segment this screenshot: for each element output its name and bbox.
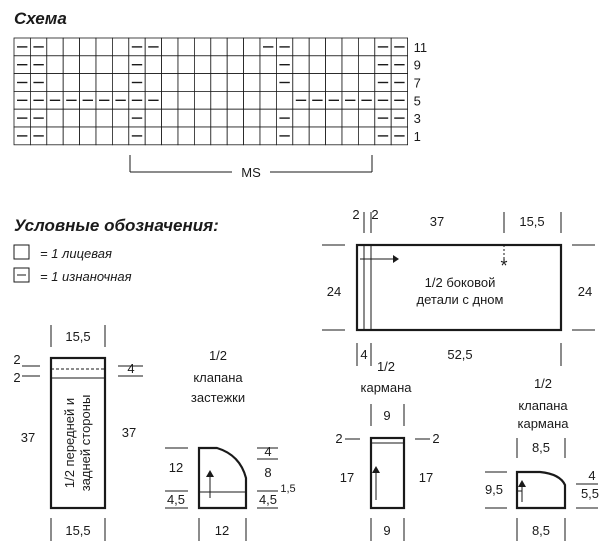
chart-cell <box>194 56 210 74</box>
clasp-dim-right-d: 4,5 <box>258 492 278 507</box>
chart-cell <box>162 38 178 56</box>
chart-cell <box>358 38 374 56</box>
chart-cell <box>145 56 161 74</box>
knitting-chart <box>14 38 408 145</box>
chart-cell <box>63 56 79 74</box>
pocket-dim-right-a: 2 <box>432 431 440 446</box>
chart-cell <box>227 74 243 92</box>
chart-cell <box>244 91 260 109</box>
front-dim-left-height: 37 <box>20 430 36 445</box>
chart-cell <box>178 56 194 74</box>
chart-cell <box>244 74 260 92</box>
chart-cell <box>178 109 194 127</box>
chart-cell <box>112 56 128 74</box>
pocket-flap-dim-top: 8,5 <box>531 440 551 455</box>
side-dim-top-mid: 37 <box>429 214 445 229</box>
side-dim-top-right: 15,5 <box>519 214 545 229</box>
chart-cell <box>342 38 358 56</box>
chart-cell <box>244 109 260 127</box>
front-back-panel <box>13 325 143 541</box>
pocket-title-1: 1/2 <box>376 359 396 374</box>
legend-purl: = 1 изнаночная <box>40 269 132 284</box>
row-number: 5 <box>413 93 421 109</box>
pocket-title-2: кармана <box>360 380 412 395</box>
chart-cell <box>194 127 210 145</box>
chart-cell <box>309 109 325 127</box>
chart-cell <box>194 91 210 109</box>
chart-cell <box>244 56 260 74</box>
chart-cell <box>162 127 178 145</box>
chart-cell <box>211 74 227 92</box>
chart-cell <box>342 74 358 92</box>
chart-cell <box>293 56 309 74</box>
chart-cell <box>326 38 342 56</box>
chart-cell <box>211 38 227 56</box>
chart-cell <box>178 74 194 92</box>
chart-cell <box>194 38 210 56</box>
pocket-dim-top: 9 <box>383 408 391 423</box>
pocket-flap <box>485 376 599 541</box>
chart-cell <box>293 127 309 145</box>
side-dim-top-b: 2 <box>371 207 379 222</box>
chart-cell <box>63 38 79 56</box>
pocket-dim-bottom: 9 <box>383 523 391 538</box>
chart-cell <box>211 127 227 145</box>
chart-cell <box>80 74 96 92</box>
chart-cell <box>96 74 112 92</box>
side-dim-left: 24 <box>326 284 342 299</box>
clasp-dim-right-b: 8 <box>264 465 272 480</box>
clasp-title-3: застежки <box>190 390 246 405</box>
chart-cell <box>80 127 96 145</box>
chart-cell <box>358 56 374 74</box>
chart-cell <box>178 91 194 109</box>
chart-cell <box>112 74 128 92</box>
front-dim-top: 15,5 <box>65 329 91 344</box>
chart-cell <box>358 109 374 127</box>
clasp-dim-left-b: 4,5 <box>166 492 186 507</box>
chart-cell <box>63 74 79 92</box>
chart-cell <box>211 56 227 74</box>
clasp-title-1: 1/2 <box>208 348 228 363</box>
row-number: 3 <box>413 111 421 127</box>
chart-cell <box>112 109 128 127</box>
chart-cell <box>96 38 112 56</box>
side-panel <box>322 207 595 366</box>
chart-cell <box>227 127 243 145</box>
pocket-dim-left-a: 2 <box>335 431 343 446</box>
chart-cell <box>342 127 358 145</box>
pocket-flap-dim-left: 9,5 <box>484 482 504 497</box>
chart-cell <box>145 109 161 127</box>
clasp-dim-left-a: 12 <box>168 460 184 475</box>
chart-cell <box>47 109 63 127</box>
pocket-flap-title-3: кармана <box>517 416 569 431</box>
side-dim-top-a: 2 <box>352 207 360 222</box>
chart-cell <box>178 38 194 56</box>
chart-cell <box>96 127 112 145</box>
chart-cell <box>63 109 79 127</box>
row-number: 1 <box>413 128 421 144</box>
chart-cell <box>178 127 194 145</box>
chart-cell <box>47 74 63 92</box>
clasp-dim-right-a: 4 <box>264 444 272 459</box>
front-panel-label-1: 1/2 передней и <box>62 397 77 489</box>
chart-cell <box>211 91 227 109</box>
chart-cell <box>80 56 96 74</box>
front-panel-label-2: задней стороны <box>78 394 93 492</box>
pocket-flap-dim-right-a: 4 <box>588 468 596 483</box>
chart-cell <box>244 38 260 56</box>
pocket-dim-right-height: 17 <box>418 470 434 485</box>
chart-cell <box>145 127 161 145</box>
chart-cell <box>326 74 342 92</box>
chart-cell <box>342 109 358 127</box>
clasp-flap <box>165 348 296 541</box>
chart-cell <box>227 38 243 56</box>
clasp-dim-right-c: 1,5 <box>280 483 296 495</box>
chart-cell <box>326 127 342 145</box>
clasp-title-2: клапана <box>193 370 243 385</box>
chart-cell <box>96 56 112 74</box>
chart-cell <box>293 74 309 92</box>
pocket-flap-title-2: клапана <box>518 398 568 413</box>
chart-cell <box>260 56 276 74</box>
chart-cell <box>260 74 276 92</box>
chart-cell <box>260 91 276 109</box>
chart-cell <box>96 109 112 127</box>
page-title: Схема <box>14 9 67 28</box>
pocket-flap-dim-right-b: 5,5 <box>580 486 600 501</box>
row-number: 11 <box>413 39 428 55</box>
chart-cell <box>342 56 358 74</box>
chart-cell <box>47 127 63 145</box>
side-dim-bottom-a: 4 <box>360 347 368 362</box>
clasp-dim-bottom: 12 <box>214 523 230 538</box>
star-mark: * <box>500 256 508 276</box>
chart-cell <box>293 109 309 127</box>
chart-cell <box>162 109 178 127</box>
chart-cell <box>309 38 325 56</box>
legend-knit: = 1 лицевая <box>40 246 112 261</box>
chart-cell <box>162 74 178 92</box>
chart-cell <box>63 127 79 145</box>
front-dim-right-a: 4 <box>127 361 135 376</box>
chart-cell <box>358 127 374 145</box>
chart-cell <box>260 127 276 145</box>
chart-cell <box>293 38 309 56</box>
chart-cell <box>47 38 63 56</box>
chart-cell <box>80 38 96 56</box>
front-dim-left-a: 2 <box>13 352 21 367</box>
chart-cell <box>80 109 96 127</box>
front-dim-left-b: 2 <box>13 370 21 385</box>
chart-cell <box>112 38 128 56</box>
pocket-flap-dim-bottom: 8,5 <box>531 523 551 538</box>
chart-cell <box>227 56 243 74</box>
chart-cell <box>227 91 243 109</box>
chart-cell <box>227 109 243 127</box>
chart-row-numbers <box>414 40 428 144</box>
chart-cell <box>309 56 325 74</box>
chart-cell <box>162 56 178 74</box>
legend-title: Условные обозначения: <box>14 216 219 235</box>
pocket-dim-left-height: 17 <box>339 470 355 485</box>
row-number: 9 <box>413 57 421 73</box>
chart-cell <box>112 127 128 145</box>
chart-cell <box>309 127 325 145</box>
chart-cell <box>162 91 178 109</box>
chart-cell <box>276 91 292 109</box>
row-number: 7 <box>413 75 421 91</box>
chart-cell <box>194 109 210 127</box>
knit-symbol-icon <box>14 245 29 259</box>
repeat-label: MS <box>241 165 261 180</box>
chart-cell <box>358 74 374 92</box>
side-dim-right: 24 <box>577 284 593 299</box>
front-dim-bottom: 15,5 <box>65 523 91 538</box>
chart-cell <box>326 56 342 74</box>
chart-cell <box>244 127 260 145</box>
chart-cell <box>326 109 342 127</box>
chart-cell <box>47 56 63 74</box>
front-dim-right-height: 37 <box>121 425 137 440</box>
pocket <box>335 359 439 541</box>
chart-cell <box>260 109 276 127</box>
chart-cell <box>145 74 161 92</box>
chart-cell <box>211 109 227 127</box>
chart-cell <box>309 74 325 92</box>
repeat-bracket <box>130 155 372 180</box>
pocket-flap-title-1: 1/2 <box>533 376 553 391</box>
side-panel-label-2: детали с дном <box>416 292 504 307</box>
side-panel-label-1: 1/2 боковой <box>424 275 496 290</box>
chart-cell <box>194 74 210 92</box>
side-dim-bottom-total: 52,5 <box>447 347 473 362</box>
